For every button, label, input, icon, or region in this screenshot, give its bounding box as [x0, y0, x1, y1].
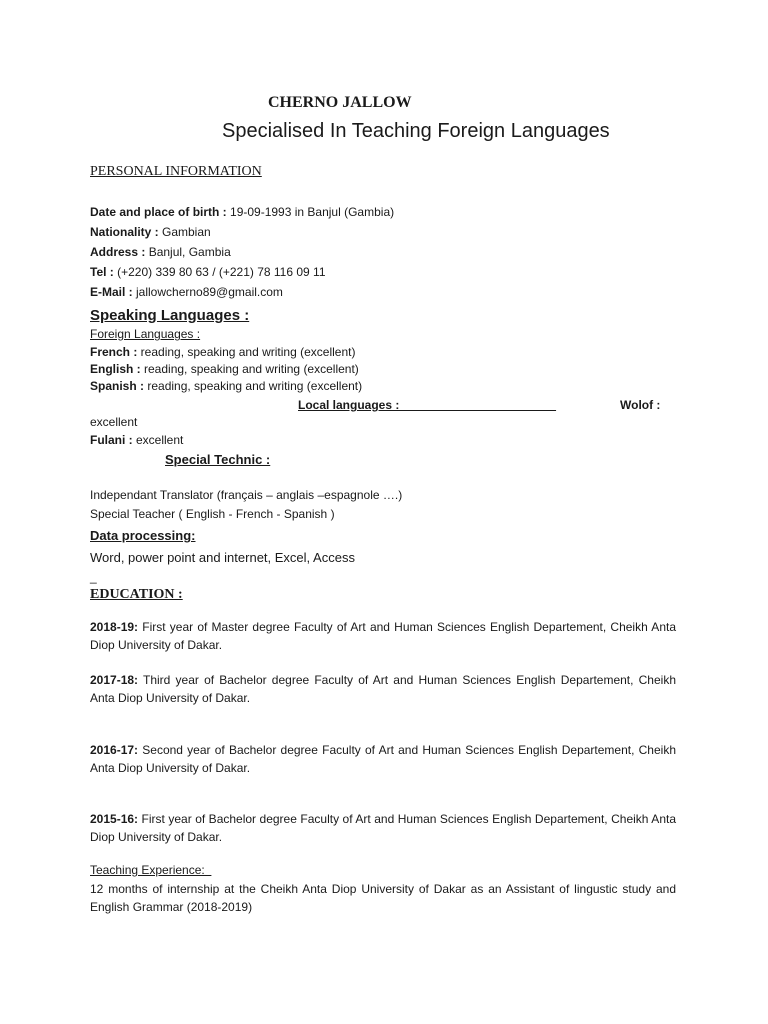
address-line — [90, 245, 231, 259]
personal-info-heading: PERSONAL INFORMATION — [90, 164, 262, 179]
email-label: E-Mail : — [90, 285, 133, 299]
data-processing-heading: Data processing: — [90, 528, 196, 543]
nationality-label: Nationality : — [90, 225, 159, 239]
french-label: French : — [90, 345, 138, 359]
english-value: reading, speaking and writing (excellent) — [140, 362, 359, 376]
french-value: reading, speaking and writing (excellent) — [137, 345, 356, 359]
education-year: 2018-19: — [90, 620, 139, 634]
french-line — [90, 345, 355, 359]
cv-subtitle: Specialised In Teaching Foreign Languages — [222, 120, 610, 142]
address-value: Banjul, Gambia — [145, 245, 231, 259]
fulani-label: Fulani : — [90, 433, 133, 447]
fulani-value: excellent — [132, 433, 184, 447]
education-year: 2016-17: — [90, 743, 139, 757]
education-text: First year of Master degree Faculty of Art and Human Sciences English Departement, Cheikh Anta Diop University of Dakar. — [90, 620, 676, 652]
education-text: Second year of Bachelor degree Faculty of Art and Human Sciences English Departement, Cheikh Anta Diop University of Dakar. — [90, 743, 676, 775]
education-entry — [90, 618, 676, 654]
education-year: 2017-18: — [90, 673, 139, 687]
address-label: Address : — [90, 245, 146, 259]
education-text: First year of Bachelor degree Faculty of Art and Human Sciences English Departement, Cheikh Anta Diop University of Dakar. — [90, 812, 676, 844]
nationality-line — [90, 225, 211, 239]
email-line — [90, 285, 283, 299]
education-text: Third year of Bachelor degree Faculty of Art and Human Sciences English Departement, Cheikh Anta Diop University of Dakar. — [90, 673, 676, 705]
teaching-experience-heading: Teaching Experience: — [90, 863, 212, 877]
spanish-label: Spanish : — [90, 379, 145, 393]
education-heading: EDUCATION : — [90, 587, 183, 602]
dob-label: Date and place of birth : — [90, 205, 227, 219]
tel-value: (+220) 339 80 63 / (+221) 78 116 09 11 — [113, 265, 326, 279]
education-year: 2015-16: — [90, 812, 139, 826]
education-entry — [90, 810, 676, 846]
fulani-line — [90, 433, 183, 447]
english-label: English : — [90, 362, 141, 376]
data-processing-value: Word, power point and internet, Excel, Access — [90, 550, 355, 565]
dob-value: 19-09-1993 in Banjul (Gambia) — [226, 205, 395, 219]
teaching-experience-text: 12 months of internship at the Cheikh Anta Diop University of Dakar as an Assistant of lingustic study and English Grammar (2018-2019) — [90, 882, 676, 914]
tel-label: Tel : — [90, 265, 114, 279]
education-entry — [90, 741, 676, 777]
wolof-label: Wolof : — [620, 398, 661, 412]
teacher-line: Special Teacher ( English - French - Spanish ) — [90, 507, 335, 521]
local-languages-heading: Local languages : — [298, 398, 557, 412]
foreign-languages-heading: Foreign Languages : — [90, 327, 201, 341]
speaking-languages-heading: Speaking Languages : — [90, 307, 250, 324]
dash-mark: _ — [90, 570, 97, 584]
cv-name: CHERNO JALLOW — [268, 94, 412, 111]
wolof-value: excellent — [90, 415, 138, 429]
special-technic-heading: Special Technic : — [165, 452, 271, 467]
tel-line — [90, 265, 326, 279]
translator-line: Independant Translator (français – anglais –espagnole ….) — [90, 488, 403, 502]
dob-line — [90, 205, 394, 219]
spanish-value: reading, speaking and writing (excellent) — [144, 379, 363, 393]
nationality-value: Gambian — [158, 225, 211, 239]
education-entry — [90, 671, 676, 707]
english-line — [90, 362, 359, 376]
email-value: jallowcherno89@gmail.com — [132, 285, 283, 299]
spanish-line — [90, 379, 362, 393]
